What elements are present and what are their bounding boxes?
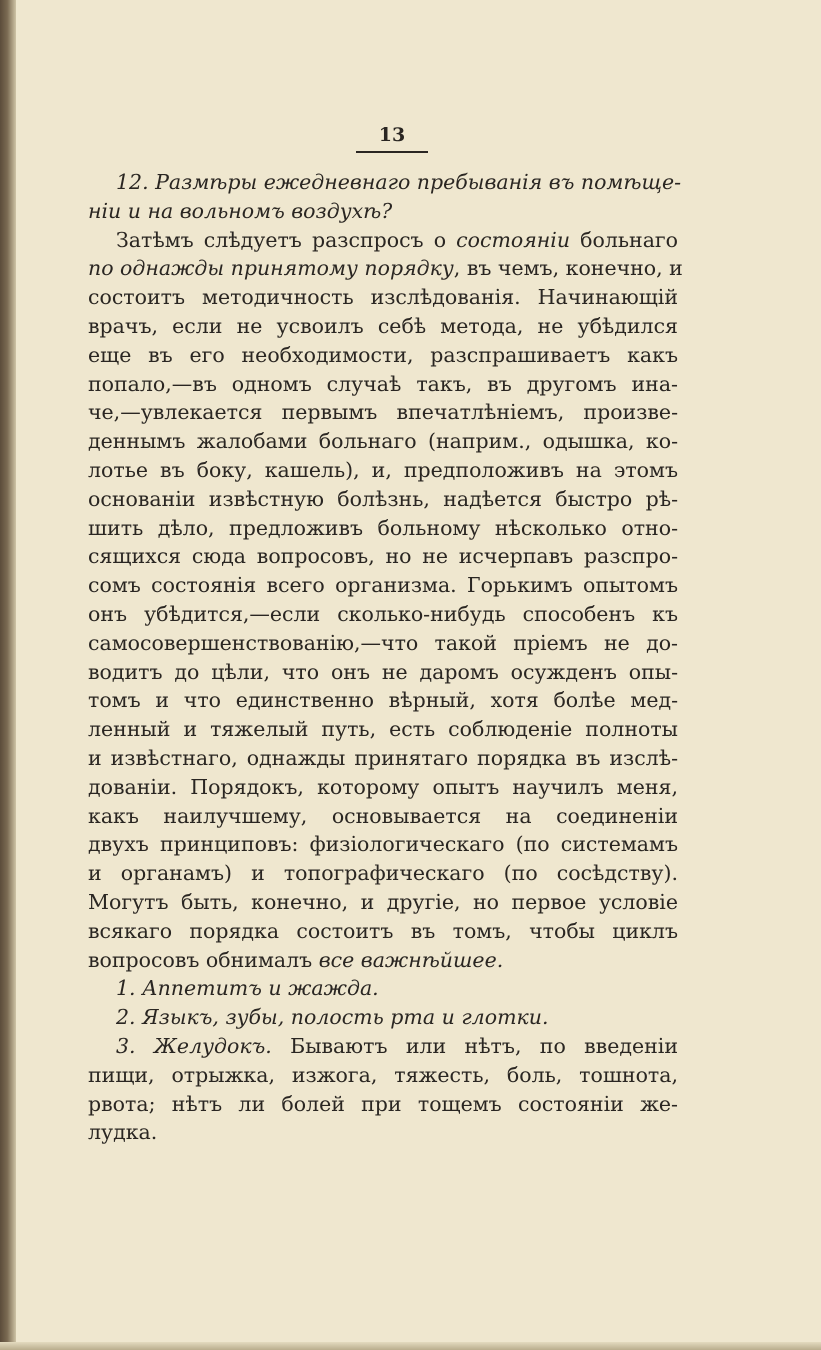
book-spine-shadow (0, 0, 16, 1350)
text-line (88, 1032, 678, 1061)
text-segment: ленный и тяжелый путь, есть соблюденіе полноты (88, 717, 678, 742)
text-segment: шить дѣло, предложивъ больному нѣсколько отно- (88, 515, 678, 540)
text-line (88, 168, 682, 197)
text-segment: и извѣстнаго, однажды принятаго порядка въ изслѣ- (88, 745, 678, 770)
page-body-text (88, 168, 683, 1147)
text-line (88, 658, 678, 687)
text-segment: рвота; нѣтъ ли болей при тощемъ состояніи же- (88, 1091, 678, 1116)
text-line (88, 542, 678, 571)
text-segment: какъ наилучшему, основывается на соединеніи (88, 803, 678, 828)
text-line (88, 514, 678, 543)
text-line (88, 1118, 678, 1147)
text-line (88, 398, 678, 427)
page-bottom-edge (0, 1342, 821, 1350)
text-segment: попало,—въ одномъ случаѣ такъ, въ другомъ ина- (88, 371, 678, 396)
text-segment: лудка. (88, 1120, 158, 1145)
italic-text-segment: ніи и на вольномъ воздухѣ? (88, 198, 393, 223)
text-line (88, 744, 678, 773)
text-line (88, 226, 678, 255)
text-segment: томъ и что единственно вѣрный, хотя болѣе мед- (88, 688, 678, 713)
text-segment: больнаго (570, 227, 678, 252)
text-segment: всякаго порядка состоитъ въ томъ, чтобы циклъ (88, 918, 678, 943)
text-segment: пищи, отрыжка, изжога, тяжесть, боль, тошнота, (88, 1062, 678, 1087)
text-line (88, 830, 678, 859)
text-line (88, 715, 678, 744)
text-segment: сящихся сюда вопросовъ, но не исчерпавъ разспро- (88, 544, 678, 569)
text-segment: вопросовъ обнималъ (88, 947, 319, 972)
text-line (88, 1090, 678, 1119)
text-segment: еще въ его необходимости, разспрашиваетъ какъ (88, 342, 678, 367)
text-line (88, 773, 678, 802)
text-segment: водитъ до цѣли, что онъ не даромъ осужденъ опы- (88, 659, 678, 684)
text-line (88, 283, 678, 312)
text-line (88, 686, 678, 715)
text-line (88, 802, 678, 831)
text-segment: самосовершенствованію,—что такой пріемъ не до- (88, 630, 678, 655)
text-line (88, 485, 678, 514)
italic-text-segment: 3. Желудокъ. (116, 1033, 272, 1058)
text-line (88, 1003, 678, 1032)
text-segment: основаніи извѣстную болѣзнь, надѣется быстро рѣ- (88, 486, 678, 511)
text-segment: лотье въ боку, кашель), и, предположивъ на этомъ (88, 457, 678, 482)
italic-text-segment: 2. Языкъ, зубы, полость рта и глотки. (116, 1005, 549, 1030)
text-line (88, 1061, 678, 1090)
text-segment: двухъ принциповъ: физіологическаго (по системамъ (88, 832, 678, 857)
italic-text-segment: все важнѣйшее. (318, 947, 504, 972)
text-segment: состоитъ методичность изслѣдованія. Начинающій (88, 285, 678, 310)
text-segment: , въ чемъ, конечно, и (453, 256, 683, 281)
text-segment: дованіи. Порядокъ, которому опытъ научилъ меня, (88, 774, 678, 799)
text-segment: онъ убѣдится,—если сколько-нибудь способенъ къ (88, 601, 678, 626)
italic-text-segment: 12. Размѣры ежедневнаго пребыванія въ помѣще- (116, 170, 682, 194)
text-segment: Затѣмъ слѣдуетъ разспросъ о (116, 227, 457, 252)
page-number: 13 (378, 124, 406, 146)
text-line (88, 312, 678, 341)
text-line (88, 571, 678, 600)
text-line (88, 456, 678, 485)
text-line (88, 427, 678, 456)
text-line (88, 974, 678, 1003)
text-segment: Бываютъ или нѣтъ, по введеніи (271, 1033, 678, 1058)
text-segment: че,—увлекается первымъ впечатлѣніемъ, произве- (88, 400, 678, 425)
italic-text-segment: по однажды принятому порядку (88, 256, 454, 281)
text-line (88, 341, 678, 370)
italic-text-segment: состояніи (456, 227, 571, 252)
text-segment: Могутъ быть, конечно, и другіе, но первое условіе (88, 889, 678, 914)
text-segment: сомъ состоянія всего организма. Горькимъ опытомъ (88, 573, 678, 598)
text-line (88, 917, 678, 946)
text-line (88, 888, 678, 917)
text-line (88, 370, 678, 399)
page-number-rule (356, 151, 428, 153)
text-line (88, 859, 678, 888)
text-line (88, 946, 678, 975)
text-line (88, 629, 678, 658)
text-segment: деннымъ жалобами больнаго (наприм., одышка, ко- (88, 429, 678, 454)
text-line (88, 254, 683, 283)
italic-text-segment: 1. Аппетитъ и жажда. (116, 976, 379, 1001)
text-line (88, 197, 678, 226)
text-segment: врачъ, если не усвоилъ себѣ метода, не убѣдился (88, 313, 678, 338)
text-line (88, 600, 678, 629)
text-segment: и органамъ) и топографическаго (по сосѣдству). (88, 861, 678, 886)
